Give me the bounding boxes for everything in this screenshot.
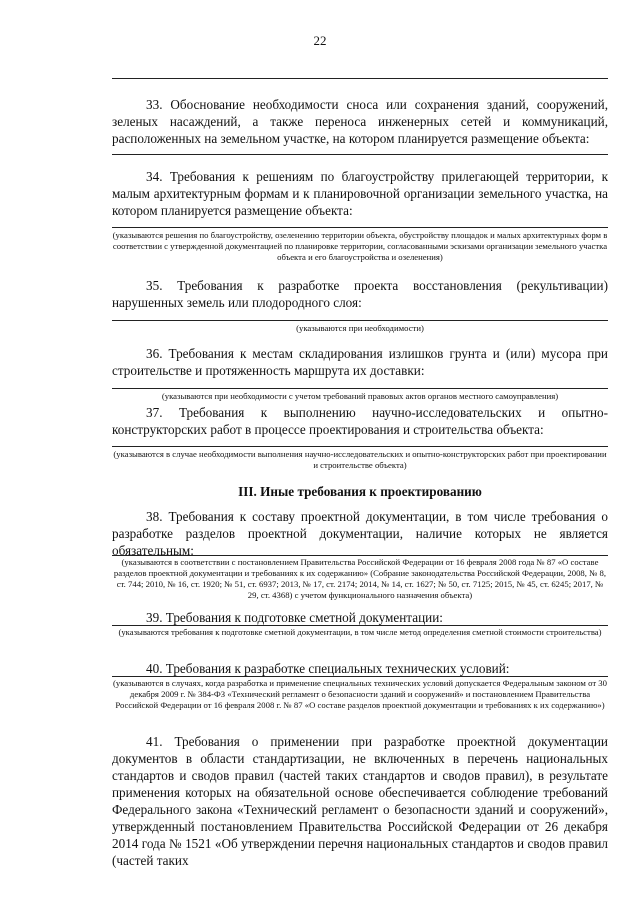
fill-line <box>112 78 608 79</box>
fill-line <box>112 154 608 155</box>
note-36: (указываются при необходимости с учетом требований правовых актов органов местного самоуправления) <box>161 391 559 401</box>
paragraph-36: 36. Требования к местам складирования излишков грунта и (или) мусора при строительстве и протяженность маршрута их доставки: <box>112 346 608 378</box>
note-38: (указываются в соответствии с постановлением Правительства Российской Федерации от 16 февраля 2008 года № 87 «О составе разделов проектной документации и требованиях к их содержанию» (Собрание законодательства Российской Федерации, 2008, № 8, ст. 744; 2010, № 16, ст. 1920; № 51, ст. 6937; 2013, № 17, ст. 2174; 2014, № 14, ст. 1627; № 50, ст. 7125; 2015, № 45, ст. 6245; 2017, № 29, ст. 4368) с учетом функционального назначения объекта) <box>113 557 607 600</box>
paragraph-35: 35. Требования к разработке проекта восстановления (рекультивации) нарушенных земель или плодородного слоя: <box>112 278 608 310</box>
paragraph-39: 39. Требования к подготовке сметной документации: <box>146 610 443 625</box>
note-34: (указываются решения по благоустройству, озеленению территории объекта, обустройству площадок и малых архитектурных форм в соответствии с утвержденной документацией по планировке территории, согласованными эскизами организации земельного участка объекта и его благоустройства и озеленения) <box>112 230 608 262</box>
paragraph-37: 37. Требования к выполнению научно-исследовательских и опытно-конструкторских работ в процессе проектирования и строительства объекта: <box>112 405 608 437</box>
fill-line <box>112 388 608 389</box>
note-35: (указываются при необходимости) <box>296 323 424 333</box>
section-heading: III. Иные требования к проектированию <box>238 484 482 499</box>
note-40: (указываются в случаях, когда разработка и применение специальных технических условий допускается Федеральным законом от 30 декабря 2009 г. № 384-ФЗ «Технический регламент о безопасности зданий и сооружений» и постановлением Правительства Российской Федерации от 16 февраля 2008 г. № 87 «О составе разделов проектной документации и требованиях к их содержанию») <box>112 678 607 710</box>
page-number: 22 <box>313 33 327 48</box>
paragraph-33: 33. Обоснование необходимости сноса или сохранения зданий, сооружений, зеленых насаждений, а также переноса инженерных сетей и коммуникаций, расположенных на земельном участке, на котором планируется размещение объекта: <box>112 97 608 146</box>
fill-line <box>112 446 608 447</box>
note-39: (указываются требования к подготовке сметной документации, в том числе метод определения сметной стоимости строительства) <box>118 627 602 637</box>
fill-line <box>112 320 608 321</box>
fill-line <box>112 227 608 228</box>
fill-line <box>112 676 608 677</box>
paragraph-38: 38. Требования к составу проектной документации, в том числе требования о разработке разделов проектной документации, наличие которых не является обязательным: <box>112 509 608 558</box>
paragraph-41: 41. Требования о применении при разработке проектной документации документов в области стандартизации, не включенных в перечень национальных стандартов и сводов правил (частей таких стандартов и сводов правил), в результате применения которых на обязательной основе обеспечивается соблюдение требований Федерального закона «Технический регламент о безопасности зданий и сооружений», утвержденный постановлением Правительства Российской Федерации от 26 декабря 2014 года № 1521 «Об утверждении перечня национальных стандартов и сводов правил (частей таких <box>112 734 608 868</box>
note-37: (указываются в случае необходимости выполнения научно-исследовательских и опытно-конструкторских работ при проектировании и строительстве объекта) <box>113 449 607 470</box>
paragraph-34: 34. Требования к решениям по благоустройству прилегающей территории, к малым архитектурным формам и к планировочной организации земельного участка, на котором планируется размещение объекта: <box>112 169 608 218</box>
paragraph-40: 40. Требования к разработке специальных технических условий: <box>146 661 510 676</box>
fill-line <box>112 625 608 626</box>
fill-line <box>112 555 608 556</box>
